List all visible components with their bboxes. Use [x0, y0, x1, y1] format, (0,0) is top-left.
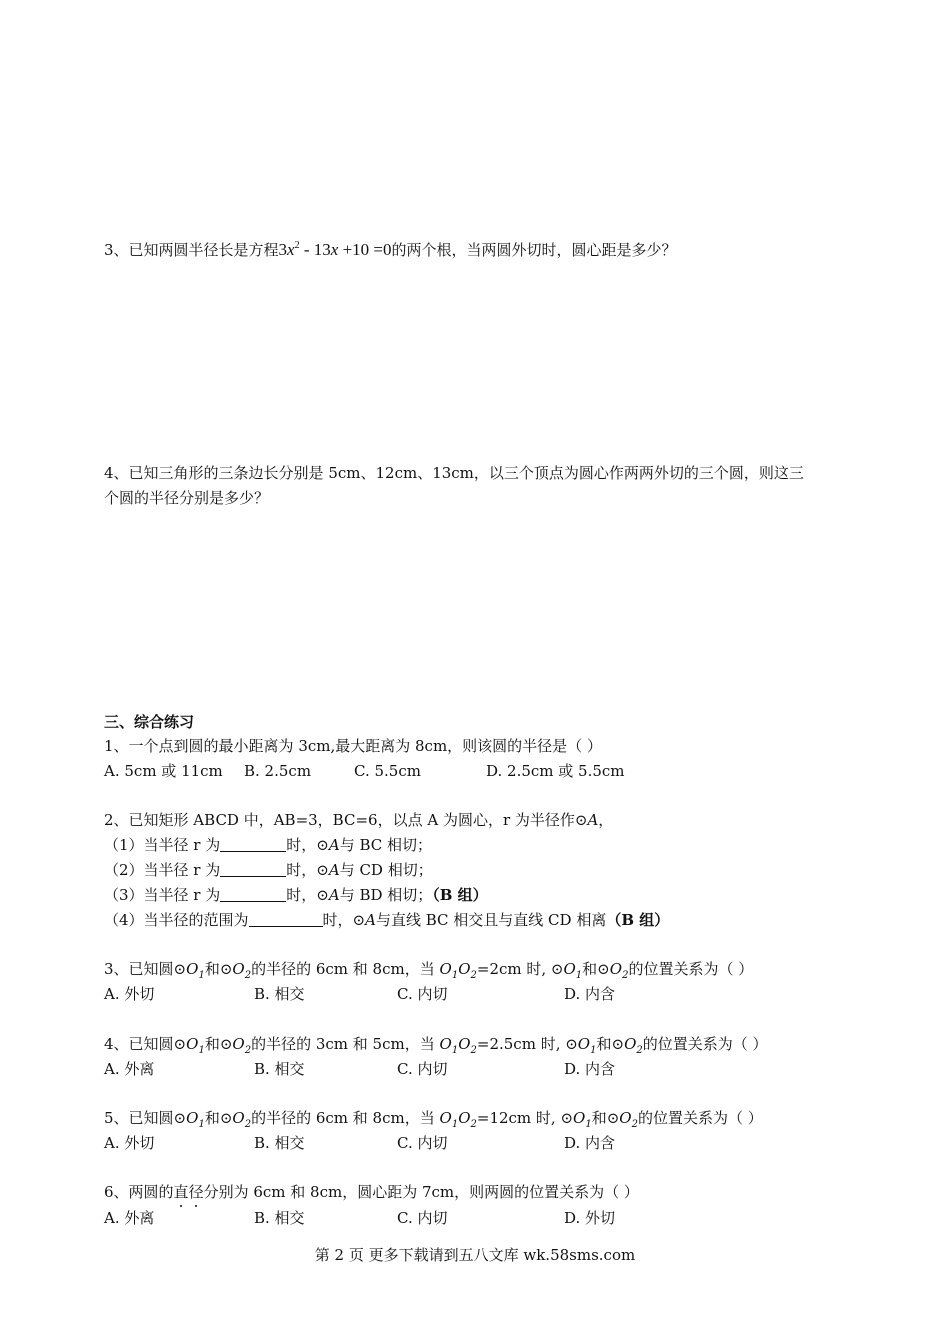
s3-question-5-options [104, 1133, 804, 1153]
s3-question-3-stem: 3、已知圆$⊙O_1$和$⊙O_2$的半径的 6cm 和 8cm，当 $O_1O_2=2cm$ 时, $⊙O_1$和$⊙O_2$的位置关系为（ ） [104, 960, 754, 981]
group-b-tag: （B 组） [606, 911, 670, 929]
option-b: B. 相交 [254, 1209, 305, 1227]
option-a: A. 外离 [104, 1209, 155, 1227]
s3-question-4-options [104, 1059, 804, 1079]
option-a: A. 外离 [104, 1060, 155, 1078]
page-footer: 第 2 页 更多下载请到五八文库 wk.58sms.com [314, 1246, 636, 1264]
emphasis-dot-char: 直 [173, 1183, 189, 1201]
option-a: A. 5cm 或 11cm [104, 762, 223, 780]
emphasis-dot-char: 径 [188, 1183, 204, 1201]
option-d: D. 2.5cm 或 5.5cm [486, 762, 625, 780]
s3-question-1-options [104, 761, 804, 781]
option-b: B. 相交 [254, 1060, 305, 1078]
s3-question-2-stem: 2、已知矩形 ABCD 中，AB=3，BC=6，以点 A 为圆心，r 为半径作⊙A， [104, 811, 614, 829]
s3-question-1-stem: 1、一个点到圆的最小距离为 3cm,最大距离为 8cm，则该圆的半径是（ ） [104, 737, 602, 755]
s3-question-6-options [104, 1208, 804, 1228]
s3-question-6-stem: 6、两圆的直径分别为 6cm 和 8cm，圆心距为 7cm，则两圆的位置关系为（ ） [104, 1183, 639, 1201]
answer-blank[interactable] [220, 862, 286, 877]
option-c: C. 5.5cm [354, 762, 421, 780]
option-c: C. 内切 [397, 1060, 448, 1078]
option-a: A. 外切 [104, 1134, 155, 1152]
question-3-equation-roots: 3、已知两圆半径长是方程$3x^2 - 13x +10 =0$的两个根，当两圆外切时，圆心距是多少？ [104, 240, 677, 259]
s3-question-2-sub-2: （2）当半径 r 为 时，⊙A与 CD 相切； [104, 861, 433, 879]
section-3-title: 三、综合练习 [104, 713, 195, 731]
option-a: A. 外切 [104, 985, 155, 1003]
s3-question-2-sub-3: （3）当半径 r 为 时，⊙A与 BD 相切；（B 组） [104, 886, 488, 904]
option-b: B. 相交 [254, 1134, 305, 1152]
answer-blank[interactable] [220, 837, 286, 852]
s3-question-4-stem: 4、已知圆$⊙O_1$和$⊙O_2$的半径的 3cm 和 5cm，当 $O_1O_2=2.5cm$ 时, $⊙O_1$和$⊙O_2$的位置关系为（ ） [104, 1035, 768, 1056]
option-c: C. 内切 [397, 1209, 448, 1227]
answer-blank[interactable] [220, 887, 286, 902]
question-4-triangle-line-1: 4、已知三角形的三条边长分别是 5cm、12cm、13cm，以三个顶点为圆心作两两外切的三个圆，则这三 [104, 464, 804, 482]
option-c: C. 内切 [397, 1134, 448, 1152]
answer-blank[interactable] [249, 912, 323, 927]
option-d: D. 内含 [564, 985, 616, 1003]
quadratic-equation: $3x^2 - 13x +10 =0$ [278, 240, 392, 259]
option-c: C. 内切 [397, 985, 448, 1003]
option-d: D. 内含 [564, 1060, 616, 1078]
s3-question-5-stem: 5、已知圆$⊙O_1$和$⊙O_2$的半径的 6cm 和 8cm，当 $O_1O_2=12cm$ 时, $⊙O_1$和$⊙O_2$的位置关系为（ ） [104, 1109, 763, 1130]
group-b-tag: （B 组） [432, 886, 488, 904]
option-d: D. 内含 [564, 1134, 616, 1152]
question-4-triangle-line-2: 个圆的半径分别是多少？ [104, 489, 270, 507]
option-b: B. 相交 [254, 985, 305, 1003]
option-b: B. 2.5cm [244, 762, 312, 780]
option-d: D. 外切 [564, 1209, 616, 1227]
s3-question-3-options [104, 984, 804, 1004]
s3-question-2-sub-4: （4）当半径的范围为 时，⊙A与直线 BC 相交且与直线 CD 相离（B 组） [104, 911, 670, 929]
s3-question-2-sub-1: （1）当半径 r 为 时，⊙A与 BC 相切； [104, 836, 433, 854]
